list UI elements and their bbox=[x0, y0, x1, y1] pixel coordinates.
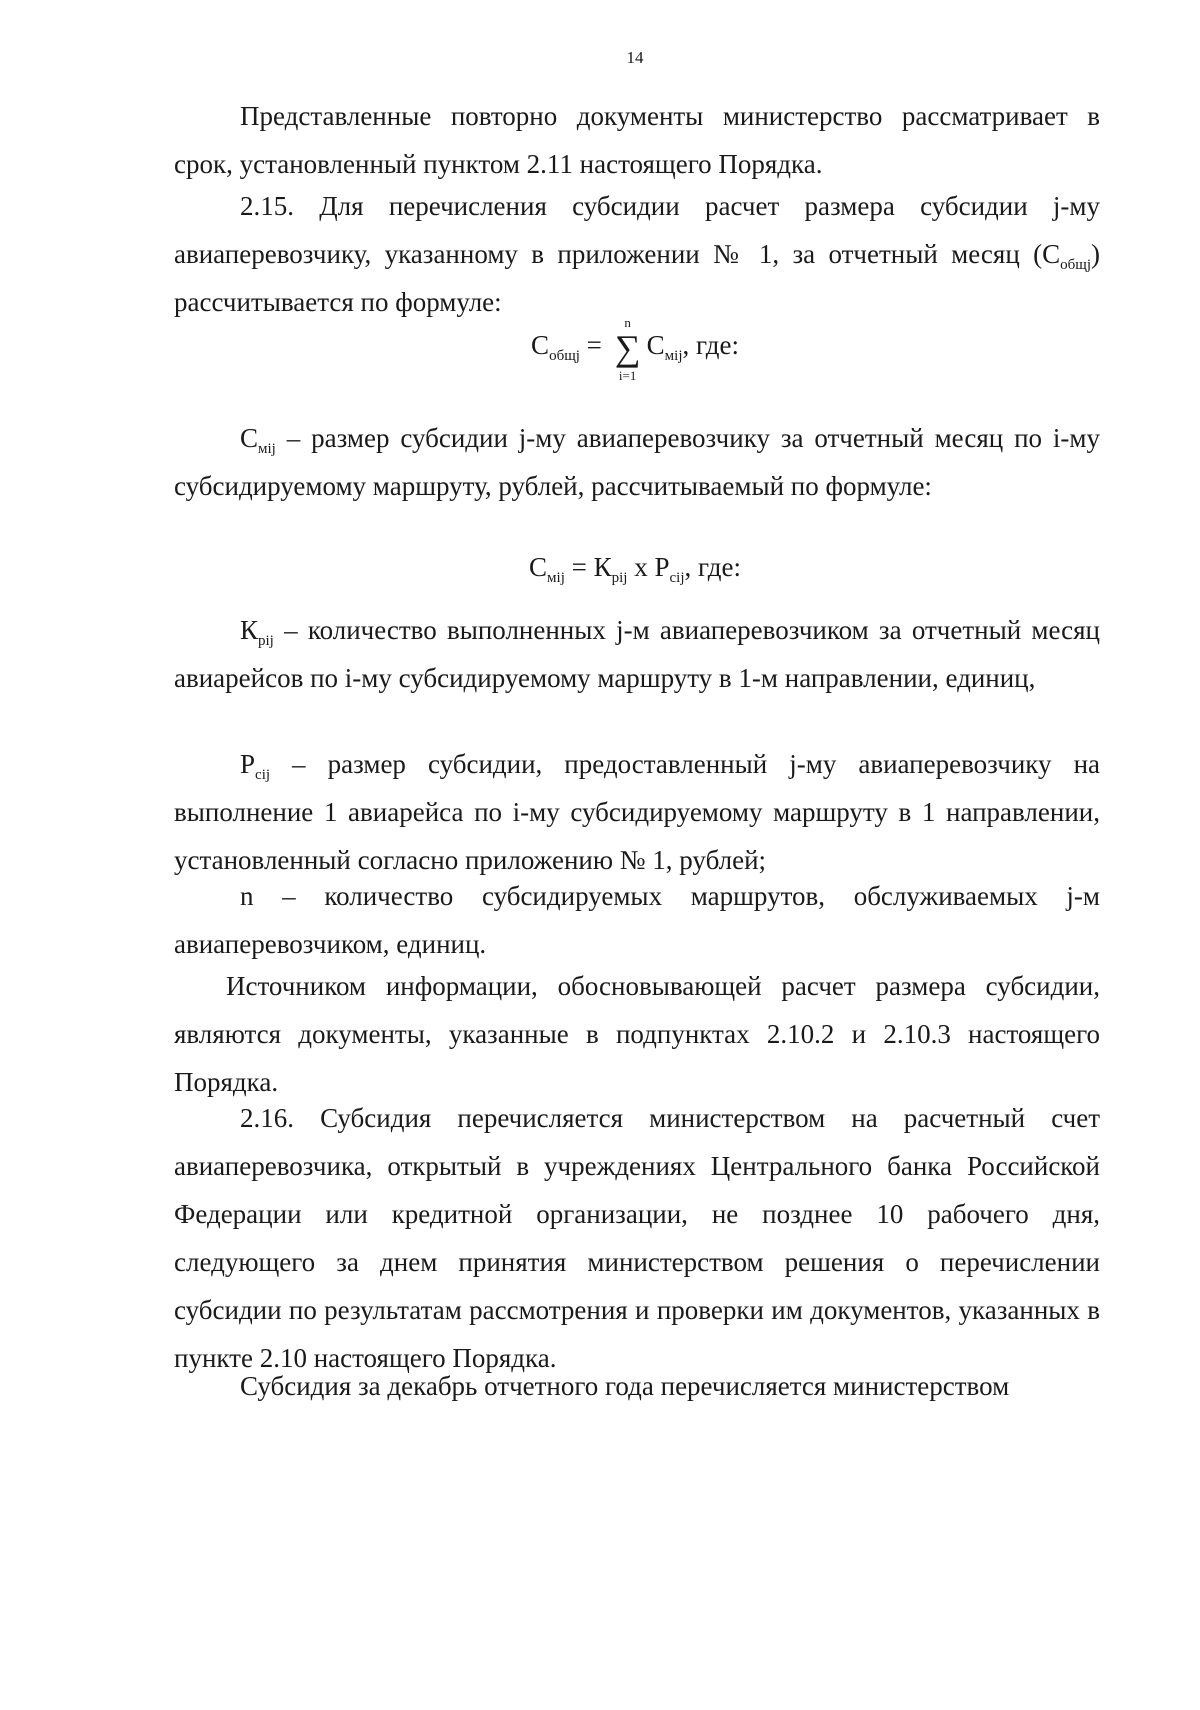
subscript: мij bbox=[258, 441, 276, 457]
formula-tail: , где: bbox=[682, 330, 739, 361]
paragraph-k-pij bbox=[174, 606, 1100, 702]
formula-p-sub: cij bbox=[669, 570, 685, 586]
formula-term: С bbox=[646, 330, 665, 361]
paragraph-text: 2.16. Субсидия перечисляется министерством на расчетный счет авиаперевозчика, открытый в учреждениях Центрального банка Российской Федерации или кредитной организации, не позднее 10 рабочего дня, следующего за днем принятия министерством решения о перечислении субсидии по результатам рассмотрения и проверки им документов, указанных в пункте 2.10 настоящего Порядка. bbox=[174, 1103, 1100, 1373]
paragraph-info-source bbox=[174, 962, 1100, 1106]
paragraph-p-cij bbox=[174, 740, 1100, 884]
paragraph-text: Источником информации, обосновывающей расчет размера субсидии, являются документы, указанные в подпунктах 2.10.2 и 2.10.3 настоящего Порядка. bbox=[174, 971, 1100, 1097]
formula-total-subsidy bbox=[0, 315, 1200, 383]
formula-tail: , где: bbox=[684, 552, 741, 582]
paragraph-text: – размер субсидии j-му авиаперевозчику за отчетный месяц по i-му субсидируемому маршруту, рублей, рассчитываемый по формуле: bbox=[174, 423, 1100, 501]
paragraph-text: 2.15. Для перечисления субсидии расчет размера субсидии j-му авиаперевозчику, указанному в приложении № 1, за отчетный месяц (С bbox=[174, 191, 1100, 269]
formula-x: х Р bbox=[627, 552, 670, 582]
paragraph-december bbox=[174, 1362, 1100, 1410]
formula-lhs-sub: мij bbox=[547, 570, 565, 586]
formula-lhs: С bbox=[529, 552, 548, 582]
page-number: 14 bbox=[626, 48, 644, 67]
paragraph-text: n – количество субсидируемых маршрутов, обслуживаемых j-м авиаперевозчиком, единиц. bbox=[174, 881, 1100, 959]
paragraph-text: Субсидия за декабрь отчетного года перечисляется министерством bbox=[240, 1371, 1010, 1401]
sigma-upper: n bbox=[624, 315, 631, 330]
symbol: К bbox=[240, 615, 259, 645]
sigma-glyph: ∑ bbox=[614, 328, 641, 368]
formula-lhs: С bbox=[531, 330, 550, 361]
symbol: Р bbox=[240, 749, 256, 779]
sigma-lower: i=1 bbox=[618, 368, 637, 383]
paragraph-2-16 bbox=[174, 1094, 1100, 1382]
paragraph-text-end: ) рассчитывается по формуле: bbox=[174, 239, 1100, 317]
paragraph-c-mij bbox=[174, 414, 1100, 510]
formula-lhs-sub: общj bbox=[549, 348, 580, 365]
symbol: С bbox=[240, 423, 259, 453]
formula-route-subsidy bbox=[0, 552, 1200, 586]
paragraph-resubmitted-docs bbox=[174, 92, 1100, 188]
paragraph-2-15 bbox=[174, 182, 1100, 326]
formula-term-sub: мij bbox=[664, 348, 683, 365]
paragraph-n-routes bbox=[174, 872, 1100, 968]
paragraph-text: Представленные повторно документы министерство рассматривает в срок, установленный пунктом 2.11 настоящего Порядка. bbox=[174, 101, 1100, 179]
formula-k-sub: pij bbox=[611, 570, 628, 586]
paragraph-text: – количество выполненных j-м авиаперевозчиком за отчетный месяц авиарейсов по i-му субсидируемому маршруту в 1-м направлении, единиц, bbox=[174, 615, 1100, 693]
subscript: cij bbox=[255, 767, 271, 783]
sigma-symbol bbox=[611, 315, 645, 383]
subscript: общj bbox=[1060, 257, 1091, 273]
formula-eq: = bbox=[579, 330, 609, 361]
paragraph-text: – размер субсидии, предоставленный j-му авиаперевозчику на выполнение 1 авиарейса по i-му субсидируемому маршруту в 1 направлении, установленный согласно приложению № 1, рублей; bbox=[174, 749, 1100, 875]
formula-eq: = К bbox=[564, 552, 612, 582]
subscript: pij bbox=[258, 633, 274, 649]
